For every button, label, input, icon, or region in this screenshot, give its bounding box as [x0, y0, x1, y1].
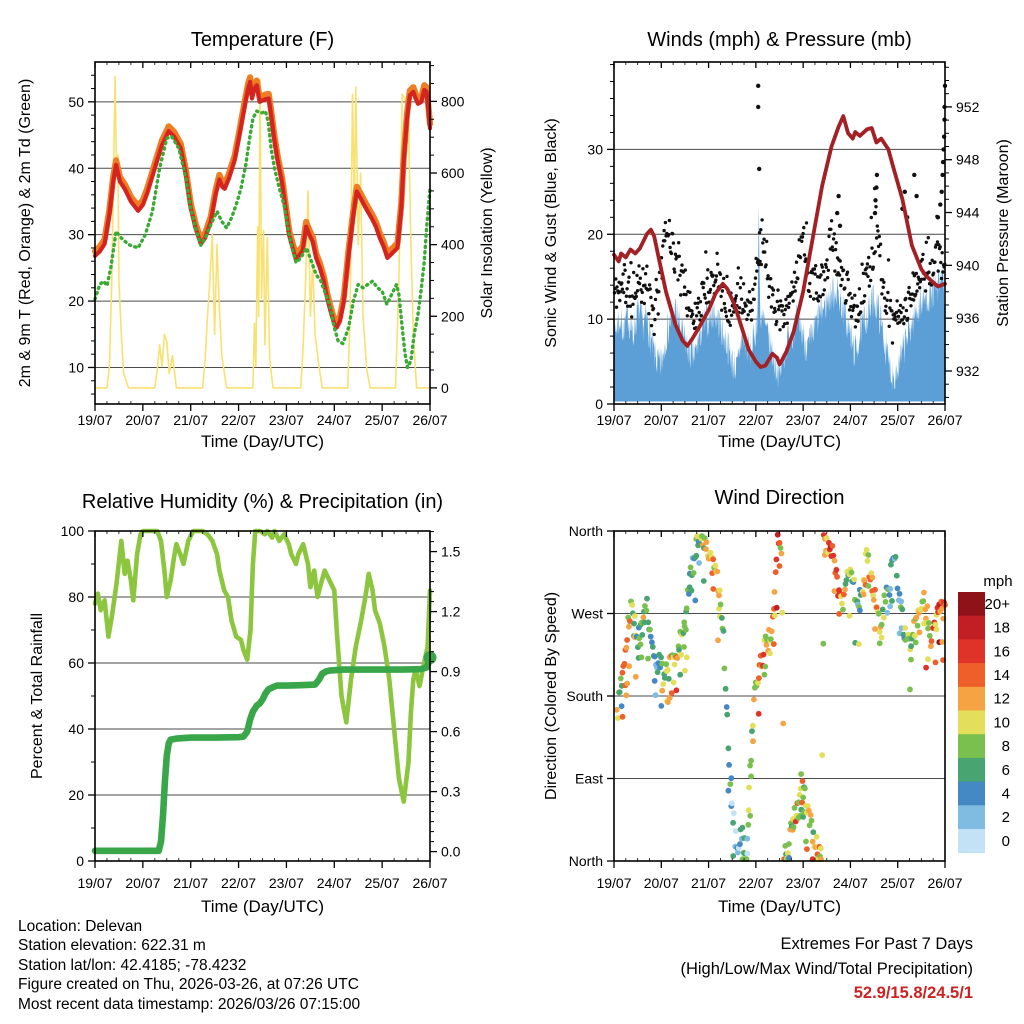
- station-location: Location: Delevan: [18, 918, 143, 935]
- svg-text:22/07: 22/07: [221, 875, 257, 891]
- svg-text:20: 20: [68, 293, 84, 310]
- svg-text:24/07: 24/07: [316, 412, 352, 428]
- svg-text:26/07: 26/07: [927, 412, 963, 428]
- svg-text:40: 40: [68, 721, 84, 737]
- svg-text:944: 944: [956, 204, 980, 221]
- svg-text:936: 936: [956, 310, 980, 327]
- svg-text:mph: mph: [983, 573, 1013, 590]
- extremes-values: 52.9/15.8/24.5/1: [853, 984, 973, 1002]
- svg-text:0: 0: [76, 853, 84, 869]
- svg-text:Relative Humidity (%) & Precip: Relative Humidity (%) & Precipitation (in): [81, 491, 444, 513]
- svg-text:Wind Direction: Wind Direction: [714, 487, 845, 509]
- svg-text:2: 2: [1001, 809, 1010, 827]
- svg-text:21/07: 21/07: [173, 875, 209, 891]
- svg-text:19/07: 19/07: [596, 875, 632, 891]
- svg-text:West: West: [571, 605, 603, 622]
- svg-text:23/07: 23/07: [268, 875, 304, 891]
- svg-text:600: 600: [441, 165, 465, 182]
- svg-text:6: 6: [1001, 761, 1010, 779]
- svg-text:Time (Day/UTC): Time (Day/UTC): [200, 897, 325, 916]
- svg-text:19/07: 19/07: [596, 412, 632, 428]
- svg-text:22/07: 22/07: [221, 412, 257, 428]
- wind-direction-panel: [520, 470, 1024, 935]
- svg-text:21/07: 21/07: [691, 875, 727, 891]
- svg-text:0.0: 0.0: [441, 843, 461, 860]
- svg-text:100: 100: [60, 523, 84, 539]
- temperature-panel: [0, 0, 520, 470]
- svg-text:23/07: 23/07: [785, 412, 821, 428]
- extremes-block: [680, 932, 973, 1006]
- svg-text:Time (Day/UTC): Time (Day/UTC): [717, 432, 842, 451]
- svg-text:50: 50: [68, 93, 84, 110]
- svg-text:Temperature (F): Temperature (F): [190, 29, 335, 51]
- station-elevation: Station elevation: 622.31 m: [18, 937, 206, 955]
- svg-text:1.2: 1.2: [441, 603, 461, 620]
- station-info-block: [18, 917, 360, 1014]
- svg-text:400: 400: [441, 236, 465, 253]
- svg-text:10: 10: [587, 311, 603, 328]
- winds-pressure-panel: [520, 0, 1024, 470]
- svg-text:Direction (Colored By Speed): Direction (Colored By Speed): [543, 591, 560, 801]
- svg-text:20/07: 20/07: [643, 875, 679, 891]
- svg-text:12: 12: [993, 690, 1010, 708]
- svg-text:23/07: 23/07: [268, 412, 304, 428]
- svg-text:26/07: 26/07: [412, 875, 448, 891]
- humidity-precip-panel: [0, 470, 520, 935]
- station-latlon: Station lat/lon: 42.4185; -78.4232: [18, 956, 247, 974]
- svg-text:952: 952: [956, 98, 980, 115]
- svg-text:East: East: [574, 770, 603, 787]
- svg-text:21/07: 21/07: [173, 412, 209, 428]
- svg-text:North: North: [568, 853, 603, 869]
- svg-text:19/07: 19/07: [77, 875, 113, 891]
- svg-text:Station Pressure (Maroon): Station Pressure (Maroon): [995, 139, 1012, 327]
- svg-text:20: 20: [587, 226, 603, 243]
- svg-text:North: North: [568, 523, 603, 539]
- svg-text:21/07: 21/07: [691, 412, 727, 428]
- svg-text:19/07: 19/07: [77, 412, 113, 428]
- svg-text:Sonic Wind & Gust (Blue, Black: Sonic Wind & Gust (Blue, Black): [543, 118, 560, 348]
- svg-text:23/07: 23/07: [785, 875, 821, 891]
- svg-text:24/07: 24/07: [832, 412, 868, 428]
- extremes-title: Extremes For Past 7 Days: [780, 935, 973, 953]
- svg-text:0: 0: [1001, 832, 1010, 850]
- svg-text:0.9: 0.9: [441, 663, 461, 680]
- svg-text:8: 8: [1001, 738, 1010, 756]
- svg-text:26/07: 26/07: [927, 875, 963, 891]
- svg-text:Winds (mph) & Pressure (mb): Winds (mph) & Pressure (mb): [647, 29, 912, 51]
- svg-text:14: 14: [993, 666, 1010, 684]
- svg-text:0: 0: [595, 396, 603, 412]
- svg-text:2m & 9m T (Red, Orange) & 2m T: 2m & 9m T (Red, Orange) & 2m Td (Green): [17, 78, 34, 388]
- svg-text:20/07: 20/07: [125, 875, 161, 891]
- svg-text:932: 932: [956, 362, 980, 379]
- svg-text:25/07: 25/07: [364, 412, 400, 428]
- svg-text:25/07: 25/07: [364, 875, 400, 891]
- svg-text:24/07: 24/07: [832, 875, 868, 891]
- svg-text:800: 800: [441, 93, 465, 110]
- svg-text:4: 4: [1001, 785, 1010, 803]
- svg-text:20+: 20+: [984, 595, 1010, 613]
- svg-text:30: 30: [587, 141, 603, 158]
- svg-text:20/07: 20/07: [643, 412, 679, 428]
- svg-text:18: 18: [993, 619, 1010, 637]
- figure-created: Figure created on Thu, 2026-03-26, at 07:26 UTC: [18, 976, 359, 994]
- svg-text:22/07: 22/07: [738, 875, 774, 891]
- svg-text:0.6: 0.6: [441, 723, 461, 740]
- svg-text:10: 10: [993, 714, 1010, 732]
- svg-text:80: 80: [68, 589, 84, 605]
- svg-text:16: 16: [993, 643, 1010, 661]
- svg-text:30: 30: [68, 226, 84, 243]
- svg-text:Solar Insolation (Yellow): Solar Insolation (Yellow): [479, 147, 496, 319]
- svg-text:10: 10: [68, 359, 84, 376]
- svg-text:22/07: 22/07: [738, 412, 774, 428]
- svg-text:0: 0: [441, 379, 449, 396]
- svg-text:40: 40: [68, 160, 84, 177]
- svg-text:1.5: 1.5: [441, 543, 461, 560]
- extremes-subtitle: (High/Low/Max Wind/Total Precipitation): [680, 959, 973, 978]
- svg-text:25/07: 25/07: [880, 412, 916, 428]
- svg-text:Percent & Total Rainfall: Percent & Total Rainfall: [29, 612, 46, 780]
- svg-text:20: 20: [68, 787, 84, 803]
- svg-text:200: 200: [441, 308, 465, 325]
- svg-text:Time (Day/UTC): Time (Day/UTC): [200, 432, 325, 451]
- svg-text:26/07: 26/07: [412, 412, 448, 428]
- svg-text:25/07: 25/07: [880, 875, 916, 891]
- svg-text:South: South: [566, 688, 603, 704]
- svg-text:20/07: 20/07: [125, 412, 161, 428]
- data-timestamp: Most recent data timestamp: 2026/03/26 07:15:00: [18, 995, 361, 1013]
- svg-text:0.3: 0.3: [441, 783, 461, 800]
- svg-text:Time (Day/UTC): Time (Day/UTC): [717, 897, 842, 916]
- svg-text:60: 60: [68, 655, 84, 671]
- svg-text:940: 940: [956, 257, 980, 274]
- svg-text:948: 948: [956, 151, 980, 168]
- svg-text:24/07: 24/07: [316, 875, 352, 891]
